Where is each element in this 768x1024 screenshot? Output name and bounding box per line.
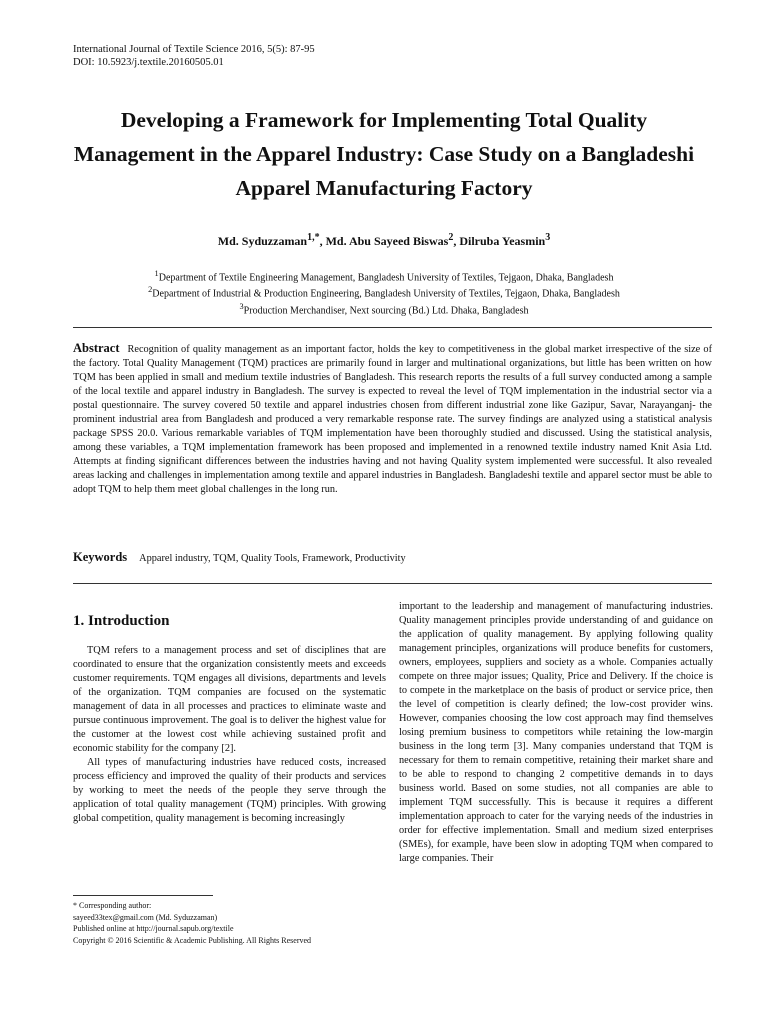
divider-bottom (73, 583, 712, 584)
intro-paragraph-continued: important to the leadership and management of manufacturing industries. Quality management principles provide understanding of and guidance on the application of quality management. By applying following quality management principles, organizations will produce benefits for customers, owners, employees, suppliers and society as a whole. Companies actually compete on three major issues; Quality, Price and Delivery. If the choice is to compete in the marketplace on the basis of product or service price, then the level of competition is clearly defined; the low-cost provider wins. However, companies choosing the low cost approach may find themselves losing premium business to competitors while retaining the low-margin business in the long term [3]. Many companies understand that TQM is necessary for them to remain competitive, retaining their market share and to be able to respond to changing 2 competitive demands in to days business world. Based on some studies, not all companies are able to implement TQM successfully. This is because it requires a different implementation approach to cater for the varying needs of the industries in order for effective implementation. Small and medium sized enterprises (SMEs), for example, have been slow in adopting TQM when compared to large companies. Their (399, 601, 713, 864)
divider-top (73, 327, 712, 328)
footnote-corresponding: * Corresponding author: (73, 901, 152, 910)
footnote-copyright: Copyright © 2016 Scientific & Academic Publishing. All Rights Reserved (73, 935, 312, 945)
affiliation-text: Department of Textile Engineering Management, Bangladesh University of Textiles, Tejgaon, Dhaka, Bangladesh (158, 272, 614, 284)
keywords (73, 550, 712, 565)
abstract-label: Abstract (73, 341, 120, 355)
journal-header (73, 43, 315, 69)
affiliation-sup: 1 (154, 269, 159, 278)
footnotes (73, 900, 386, 946)
affiliation (60, 301, 708, 317)
author-sup: 2 (448, 232, 454, 243)
column-right (399, 600, 713, 866)
affiliation (60, 284, 708, 300)
author-name: Dilruba Yeasmin (459, 234, 546, 248)
footnote-published: Published online at http://journal.sapub.org/textile (73, 924, 234, 933)
paper-title: Developing a Framework for Implementing Total Quality Management in the Apparel Industry: Case Study on a Bangladeshi Apparel Manufacturing Factory (73, 108, 695, 200)
keywords-text: Apparel industry, TQM, Quality Tools, Framework, Productivity (139, 553, 406, 564)
section-heading: 1. Introduction (73, 613, 170, 629)
author-sup: 3 (545, 232, 551, 243)
affiliation-text: Department of Industrial & Production Engineering, Bangladesh University of Textiles, Tejgaon, Dhaka, Bangladesh (152, 288, 620, 300)
column-left (73, 612, 386, 826)
abstract (73, 341, 712, 497)
abstract-text: Recognition of quality management as an important factor, holds the key to competitiveness in the global market irrespective of the size of the factory. Total Quality Management (TQM) practices are primarily found in larger and multinational organizations, but little has been written on how TQM has been applied in small and medium textile industries of Bangladesh. This research reports the results of a full survey conducted among a sample of the local textile and apparel industry in Bangladesh. The survey is expected to reveal the level of TQM implementation in the industrial sector via a postal questionnaire. The survey covered 50 textile and apparel industries chosen from different industrial zone like Gazipur, Savar, Narayanganj- the prominent industrial area from Bangladesh and produced a very remarkable response rate. The survey findings are analyzed using a statistical analysis package SPSS 20.0. Various remarkable variables of TQM implementation have been thoroughly studied and discussed. Using the statistical analysis, among these variables, a TQM implementation framework has been proposed and implemented in a renowned textile industry named Knit Asia Ltd. Attempts at finding significant differences between the industries having and not having Quality system implemented were successful. It also revealed areas lacking and challenges in implementation among textile and apparel industries in Bangladesh. Bangladeshi textile and apparel sector must be able to adopt TQM to help them meet global challenges in the long run. (73, 344, 712, 495)
journal-citation: International Journal of Textile Science 2016, 5(5): 87-95 (73, 44, 315, 55)
affiliation-sup: 3 (239, 301, 244, 311)
journal-doi: DOI: 10.5923/j.textile.20160505.01 (73, 57, 224, 68)
author-sup: 1,* (307, 232, 320, 243)
affiliation-sup: 2 (148, 285, 153, 295)
intro-paragraph-1: TQM refers to a management process and set of disciplines that are coordinated to ensure that the organization consistently meets and exceeds customer requirements. TQM engages all divisions, departments and levels of the organization. TQM companies are focused on the systematic management of data in all processes and practices to eliminate waste and pursue continuous improvement. The goal is to deliver the highest value for the customer at the lowest cost while achieving sustained profit and economic stability for the company [2]. (73, 645, 386, 754)
affiliation (60, 268, 708, 284)
footnote-divider (73, 895, 213, 896)
author-name: Md. Syduzzaman (217, 234, 308, 248)
affiliation-text: Production Merchandiser, Next sourcing (Bd.) Ltd. Dhaka, Bangladesh (243, 304, 529, 316)
keywords-label: Keywords (73, 550, 128, 564)
author-name: Md. Abu Sayeed Biswas (325, 234, 449, 248)
affiliation-list (60, 268, 708, 317)
footnote-email: sayeed33tex@gmail.com (Md. Syduzzaman) (73, 912, 218, 922)
intro-paragraph-2: All types of manufacturing industries have reduced costs, increased process efficiency and improved the quality of their products and services by working to meet the needs of the people they serve through the application of total quality management (TQM) principles. With growing global competition, quality management is becoming increasingly (73, 757, 386, 824)
author-list: Md. Syduzzaman$^{1,*}$, Md. Abu Sayeed Biswas$^2$, Dilruba Yeasmin$^3$ (217, 232, 551, 248)
